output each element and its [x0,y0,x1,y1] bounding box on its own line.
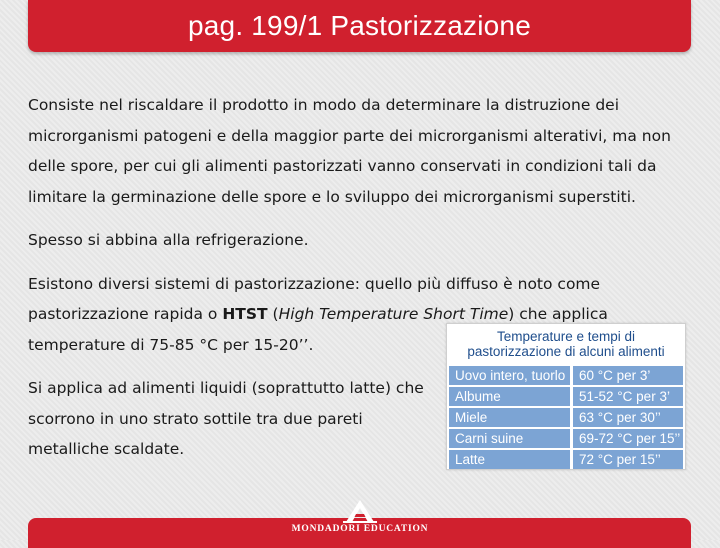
table-heading-line1: Temperature e tempi di [496,329,636,344]
publisher-logo [290,499,430,539]
table-heading-line2: pastorizzazione di alcuni alimenti [467,344,665,359]
table-heading [447,324,685,364]
publisher-name: MONDADORI EDUCATION [291,524,429,534]
htst-expansion: High Temperature Short Time [278,305,509,323]
table-row [449,366,683,385]
paragraph-refrigeration: Spesso si abbina alla refrigerazione. [28,231,309,249]
page-title: pag. 199/1 Pastorizzazione [188,10,531,41]
htst-term: HTST [222,305,268,323]
table-row [449,408,683,427]
table-cell-food: Miele [449,408,570,427]
table-cell-value: 60 °C per 3’ [570,366,683,385]
table-cell-value: 63 °C per 30’’ [570,408,683,427]
table-cell-food: Carni suine [449,429,570,448]
systems-text-end: ) che applica temperature di 75-85 °C per 15-20’’. [28,305,608,354]
title-bar [28,0,691,52]
paragraph-application: Si applica ad alimenti liquidi (soprattutto latte) che scorrono in uno strato sottile tra due pareti metalliche scaldate. [28,379,424,458]
pasteurization-table [446,323,686,470]
paragraph-definition: Consiste nel riscaldare il prodotto in modo da determinare la distruzione dei microrganismi patogeni e della maggior parte dei microrganismi alterativi, ma non delle spore, per cui gli alimenti pastorizzati vanno conservati in condizioni tali da limitare la germinazione delle spore e lo sviluppo dei microrganismi superstiti. [28,96,671,206]
table-row [449,387,683,406]
table-cell-food: Latte [449,450,570,469]
systems-paren-open: ( [267,305,279,323]
mondadori-a-icon [343,499,377,523]
table-row [449,450,683,469]
table-cell-food: Uovo intero, tuorlo [449,366,570,385]
table-cell-value: 51-52 °C per 3’ [570,387,683,406]
table-cell-value: 69-72 °C per 15’’ [570,429,683,448]
systems-text-start: Esistono diversi sistemi di pastorizzazione: quello più diffuso è noto come pastorizzazione rapida o [28,274,601,323]
table-body [449,364,683,471]
table-cell-value: 72 °C per 15’’ [570,450,683,469]
table-cell-food: Albume [449,387,570,406]
table-row [449,429,683,448]
